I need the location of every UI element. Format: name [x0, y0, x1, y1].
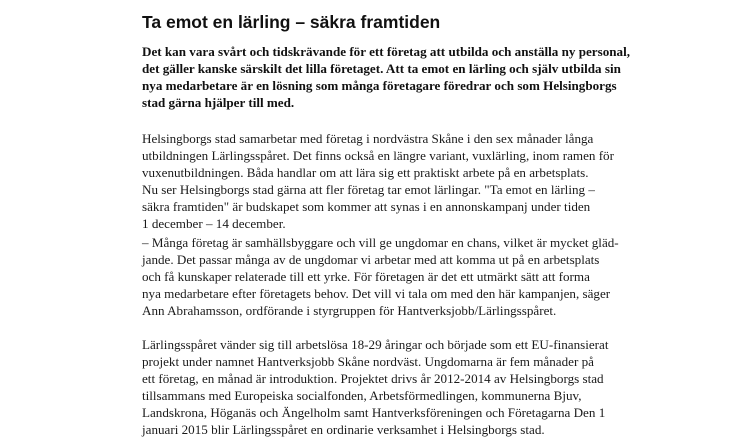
body-paragraph-3 [142, 337, 609, 438]
text-line: tillsammans med Europeiska socialfonden, Arbetsförmedlingen, kommunerna Bjuv, [142, 387, 582, 403]
article-title: Ta emot en lärling – säkra framtiden [142, 12, 441, 32]
text-line: säkra framtiden" är budskapet som kommer att synas i en annonskampanj under tiden [142, 198, 591, 214]
text-line: vuxenutbildningen. Båda handlar om att lära sig ett praktiskt arbete på en arbetsplats. [142, 164, 589, 180]
text-line: utbildningen Lärlingsspåret. Det finns också en längre variant, vuxlärling, inom ramen för [142, 147, 614, 163]
lead-paragraph [142, 44, 630, 112]
text-line: jande. Det passar många av de ungdomar vi arbetar med att komma ut på en arbetsplats [142, 251, 600, 267]
text-line: januari 2015 blir Lärlingsspåret en ordinarie verksamhet i Helsingborgs stad. [142, 421, 545, 437]
body-paragraph-2 [142, 235, 619, 320]
text-line: Lärlingsspåret vänder sig till arbetslösa 18-29 åringar och började som ett EU-finansierat [142, 337, 609, 352]
text-line: Ann Abrahamsson, ordförande i styrgruppen för Hantverksjobb/Lärlingsspåret. [142, 302, 557, 318]
text-line: 1 december – 14 december. [142, 215, 286, 231]
lead-line: det gäller kanske särskilt det lilla företaget. Att ta emot en lärling och själv utbilda sin [142, 60, 621, 76]
document-page [142, 0, 630, 437]
lead-line: stad gärna hjälper till med. [142, 94, 295, 110]
text-line: – Många företag är samhällsbyggare och vill ge ungdomar en chans, vilket är mycket gläd- [142, 235, 619, 250]
text-line: och få kunskaper relaterade till ett yrke. För företagen är det ett utmärkt sätt att forma [142, 268, 590, 284]
lead-line: nya medarbetare är en lösning som många företagare föredrar och som Helsingborgs [142, 77, 617, 93]
text-line: Helsingborgs stad samarbetar med företag i nordvästra Skåne i den sex månader långa [142, 131, 594, 146]
text-line: Landskrona, Höganäs och Ängelholm samt Hantverksföreningen och Företagarna Den 1 [142, 404, 606, 420]
text-line: projekt under namnet Hantverksjobb Skåne nordväst. Ungdomarna är fem månader på [142, 353, 594, 369]
text-line: ett företag, en månad är introduktion. Projektet drivs år 2012-2014 av Helsingborgs stad [142, 370, 604, 386]
body-paragraph-1 [142, 131, 614, 232]
text-line: nya medarbetare efter företagets behov. Det vill vi tala om med den här kampanjen, säger [142, 285, 611, 301]
lead-line: Det kan vara svårt och tidskrävande för ett företag att utbilda och anställa ny personal, [142, 44, 630, 59]
text-line: Nu ser Helsingborgs stad gärna att fler företag tar emot lärlingar. "Ta emot en lärling – [142, 181, 595, 197]
